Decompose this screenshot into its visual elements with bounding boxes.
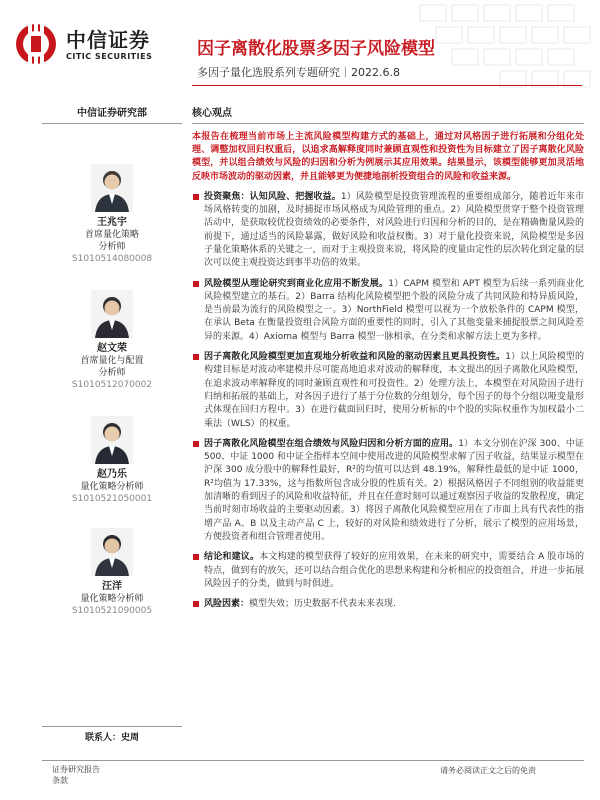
analyst-license-id: S1010512070002 (71, 380, 153, 390)
logo-chinese-text: 中信证券 (66, 28, 150, 52)
footer-terms: 条款 (52, 776, 68, 785)
key-point-text: 1）本文分别在沪深 300、中证 500、中证 1000 和中证全指样本空间中使用改进的风险模型求解了因子收益，结果显示模型在沪深 300 成分股中的解释性最好，R²的均值可以达到 48.19%，解释性最低的是中证 1000，R²均值为 17.33%，这与指数所包含成分股的性质有关。2）根据风格因子不同组别的收益能更加清晰的看到因子的风险和收益特征，并且在任意时刻可以通过观察因子收益的发散程度，确定当前时刻市场收益的主要驱动因素。3）将因子离散化风险模型应用在了市面上具有代表性的指增产品 A、B 以及主动产品 C 上，较好的对风险和绩效进行了分析，展示了模型的应用场景，方便投资者和组合管理者使用。 (204, 438, 584, 542)
key-point-lead: 因子离散化风险模型更加直观地分析收益和风险的驱动因素且更具投资性。 (204, 352, 506, 363)
key-point-text: 本文构建的模型获得了较好的应用效果，在未来的研究中，需要结合 A 股市场的特点，做到有的放矢，还可以结合组合优化的思想来构建和分析相应的投资组合，并进一步拓展风险因子的分类，做到与时俱进。 (204, 552, 584, 589)
analyst-photo-icon (91, 528, 133, 576)
core-views-section (192, 104, 584, 611)
analyst-name: 赵文荣 (97, 343, 127, 354)
report-title: 因子离散化股票多因子风险模型 (197, 39, 435, 59)
analyst-name: 赵乃乐 (97, 469, 127, 480)
key-point (192, 191, 584, 271)
footer-divider (42, 760, 584, 761)
sidebar-heading: 中信证券研究部 (42, 104, 182, 124)
footer-left (52, 764, 100, 786)
key-point-lead: 风险模型从理论研究到商业化应用不断发展。 (204, 278, 389, 289)
analyst-photo-icon (91, 290, 133, 338)
analyst-license-id: S1010521090005 (71, 606, 153, 616)
key-point (192, 551, 584, 591)
key-point-lead: 结论和建议。 (204, 552, 260, 563)
key-point-lead: 因子离散化风险模型在组合绩效与风险归因和分析方面的应用。 (204, 438, 459, 449)
report-subtitle: 多因子量化选股系列专题研究｜2022.6.8 (197, 66, 400, 79)
analyst-name: 汪洋 (102, 581, 122, 592)
analyst-role-2: 分析师 (98, 368, 126, 378)
analyst-license-id: S1010514080008 (71, 254, 153, 264)
header-divider (192, 85, 582, 86)
analyst-card (42, 164, 182, 265)
analyst-photo-icon (91, 416, 133, 464)
analyst-sidebar (42, 104, 182, 743)
analyst-role: 首席量化与配置 (80, 356, 144, 366)
analyst-role: 量化策略分析师 (80, 594, 144, 604)
analyst-card (42, 290, 182, 391)
analyst-card (42, 416, 182, 505)
company-logo (14, 22, 164, 72)
footer-disclaimer: 请务必阅读正文之后的免责 (440, 766, 536, 775)
logo-english-text: CITIC SECURITIES (66, 52, 153, 61)
analyst-photo-icon (91, 164, 133, 212)
analyst-role: 首席量化策略 (84, 230, 139, 240)
key-point (192, 598, 584, 611)
analyst-name: 王兆宇 (97, 217, 127, 228)
key-point-text: 1）风险模型是投资管理流程的重要组成部分，随着近年来市场风格转变的加剧，及时捕捉市场风格成为风险管理的重点。2）风险模型贯穿于整个投资管理活动中，是获取较优投资绩效的必要条件，对风险进行归因和分析的目的，是在精确衡量风险的前提下，通过适当的风险暴露，做好风险和收益权衡。3）对于量化投资来说，风险模型是多因子量化策略体系的关键之一，而对于主观投资来说，将风险的度量由定性的层次转化到定量的层次可以使主观投资达到事半功倍的效果。 (204, 191, 584, 269)
analyst-license-id: S1010521050001 (71, 494, 153, 504)
key-point (192, 351, 584, 431)
key-point-lead: 投资聚焦：认知风险、把握收益。 (204, 191, 341, 202)
footer-report-type: 证券研究报告 (52, 765, 100, 774)
key-point (192, 278, 584, 344)
analyst-card (42, 528, 182, 617)
analyst-role-2: 分析师 (98, 242, 126, 252)
section-heading: 核心观点 (192, 104, 584, 124)
citic-logo-icon (14, 22, 58, 66)
key-point-text: 模型失效；历史数据不代表未来表现. (249, 599, 396, 610)
contact-person: 联系人：史周 (42, 726, 182, 743)
key-point-text: 1）以上风险模型的构建目标是对波动率建模并尽可能高地追求对波动的解释度，本文提出的因子离散化风险模型，在追求波动率解释度的同时兼顾直观性和可投资性。2）处理方法上，本模型在对风险因子进行归纳和拓展的基础上，对各因子进行了基于分位数的分组划分，每个因子的每个分组以哑变量形式体现在回归方程中。3）在进行截面回归时，使用分析标的中个股的实际权重作为加权最小二乘法（WLS）的权重。 (204, 352, 584, 429)
key-point-text: 1）CAPM 模型和 APT 模型为后续一系列商业化风险模型建立的基石。2）Barra 结构化风险模型把个股的风险分成了共同风险和特异质风险，是当前最为流行的风险模型之一。3）NorthField 模型可以视为一个放松条件的 CAPM 模型，在承认 Beta 在衡量投资组合风险方面的重要性的同时，引入了其他变量来捕捉股票之间风险差异的来源。4）Axioma 模型与 Barra 模型一脉相承，在分类和求解方法上更为多样。 (204, 278, 584, 342)
analyst-role: 量化策略分析师 (80, 482, 144, 492)
key-point-lead: 风险因素： (204, 599, 250, 610)
key-point (192, 438, 584, 544)
summary-paragraph: 本报告在梳理当前市场上主流风险模型构建方式的基础上，通过对风格因子进行拓展和分组化处理、调整加权回归权重后，以追求高解释度同时兼顾直观性和投资性为目标建立了因子离散化风险模型，并以组合绩效与风险的归因和分析为例展示其应用效果。结果显示，该模型能够更加灵活地反映市场波动的驱动因素，并且能够更为便捷地剖析投资组合的风险和收益来源。 (192, 132, 584, 182)
